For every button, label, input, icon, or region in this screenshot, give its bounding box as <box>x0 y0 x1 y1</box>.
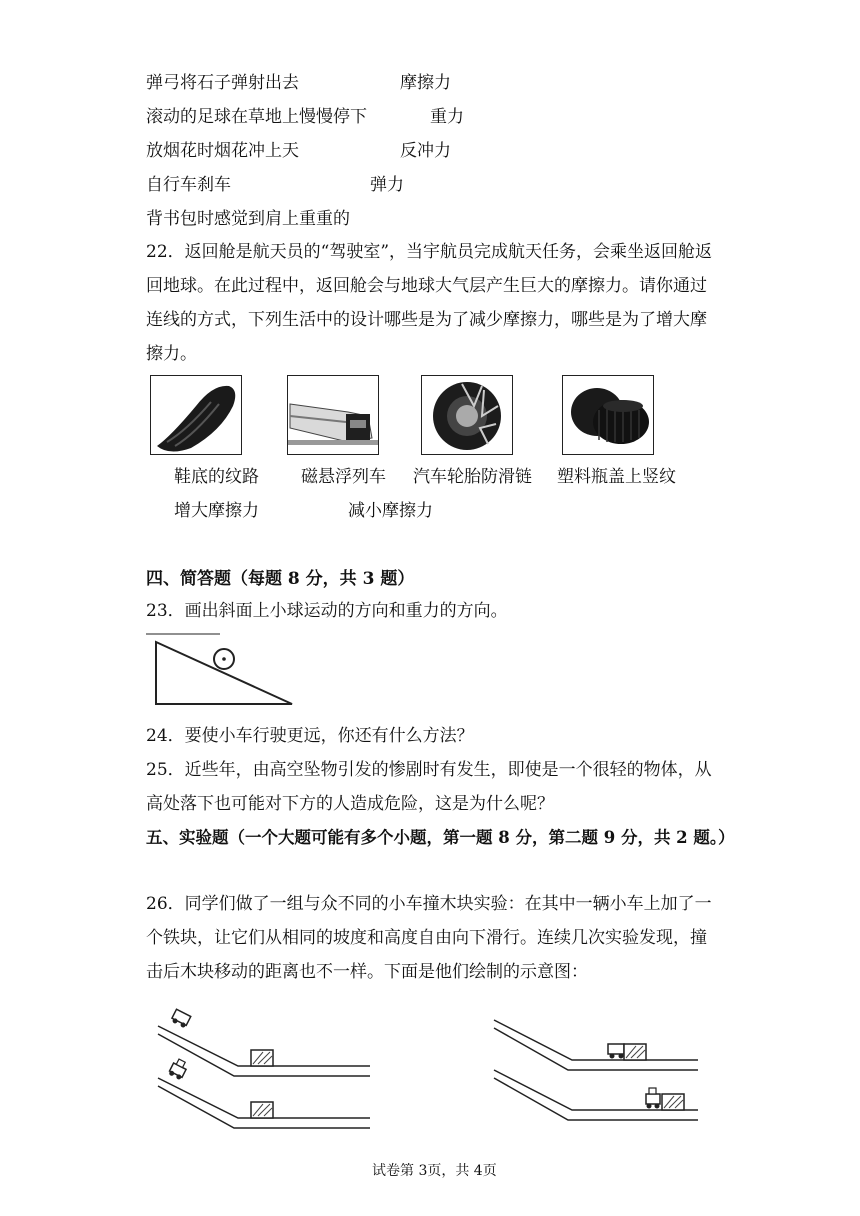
q22-item-label: 汽车轮胎防滑链 <box>413 467 532 487</box>
q22-category-label: 减小摩擦力 <box>348 501 433 521</box>
q21-left-item: 滚动的足球在草地上慢慢停下 <box>146 107 367 127</box>
q26-text-line: 击后木块移动的距离也不一样。下面是他们绘制的示意图： <box>146 962 588 982</box>
q21-left-item: 弹弓将石子弹射出去 <box>146 73 299 93</box>
q22-item-label: 鞋底的纹路 <box>174 467 259 487</box>
q22-item-label: 塑料瓶盖上竖纹 <box>557 467 676 487</box>
q21-left-item: 自行车刹车 <box>146 175 231 195</box>
q21-right-item: 反冲力 <box>400 141 451 161</box>
q21-right-item: 摩擦力 <box>400 73 451 93</box>
q22-text-line: 连线的方式，下列生活中的设计哪些是为了减少摩擦力，哪些是为了增大摩 <box>146 310 707 330</box>
q21-right-item: 重力 <box>430 107 464 127</box>
q21-left-item: 背书包时感觉到肩上重重的 <box>146 209 350 229</box>
q26-text-line: 个铁块，让它们从相同的坡度和高度自由向下滑行。连续几次实验发现，撞 <box>146 928 707 948</box>
ramp-diagram-before <box>150 1010 380 1140</box>
q22-text-line: 擦力。 <box>146 344 197 364</box>
q23-text: 23．画出斜面上小球运动的方向和重力的方向。 <box>146 601 508 621</box>
section-heading: 四、简答题（每题 8 分，共 3 题） <box>146 569 415 589</box>
q22-item-label: 磁悬浮列车 <box>301 467 386 487</box>
q21-right-item: 弹力 <box>370 175 404 195</box>
page-footer: 试卷第 3页，共 4页 <box>372 1163 497 1179</box>
q25-text-line: 高处落下也可能对下方的人造成危险，这是为什么呢？ <box>146 794 554 814</box>
shoe-sole-image <box>150 375 242 455</box>
q25-text-line: 25．近些年，由高空坠物引发的惨剧时有发生，即使是一个很轻的物体，从 <box>146 760 712 780</box>
q24-text: 24．要使小车行驶更远，你还有什么方法？ <box>146 726 474 746</box>
maglev-train-image <box>287 375 379 455</box>
q22-category-label: 增大摩擦力 <box>174 501 259 521</box>
bottle-cap-image <box>562 375 654 455</box>
section-heading: 五、实验题（一个大题可能有多个小题，第一题 8 分，第二题 9 分，共 2 题。） <box>146 828 735 847</box>
q22-text-line: 22．返回舱是航天员的“驾驶室”，当宇航员完成航天任务，会乘坐返回舱返 <box>146 242 713 262</box>
tire-chain-image <box>421 375 513 455</box>
incline-ball-diagram <box>140 632 300 712</box>
q26-text-line: 26．同学们做了一组与众不同的小车撞木块实验：在其中一辆小车上加了一 <box>146 894 712 914</box>
ramp-diagram-after <box>486 1010 716 1140</box>
q21-left-item: 放烟花时烟花冲上天 <box>146 141 299 161</box>
q22-text-line: 回地球。在此过程中，返回舱会与地球大气层产生巨大的摩擦力。请你通过 <box>146 276 707 296</box>
